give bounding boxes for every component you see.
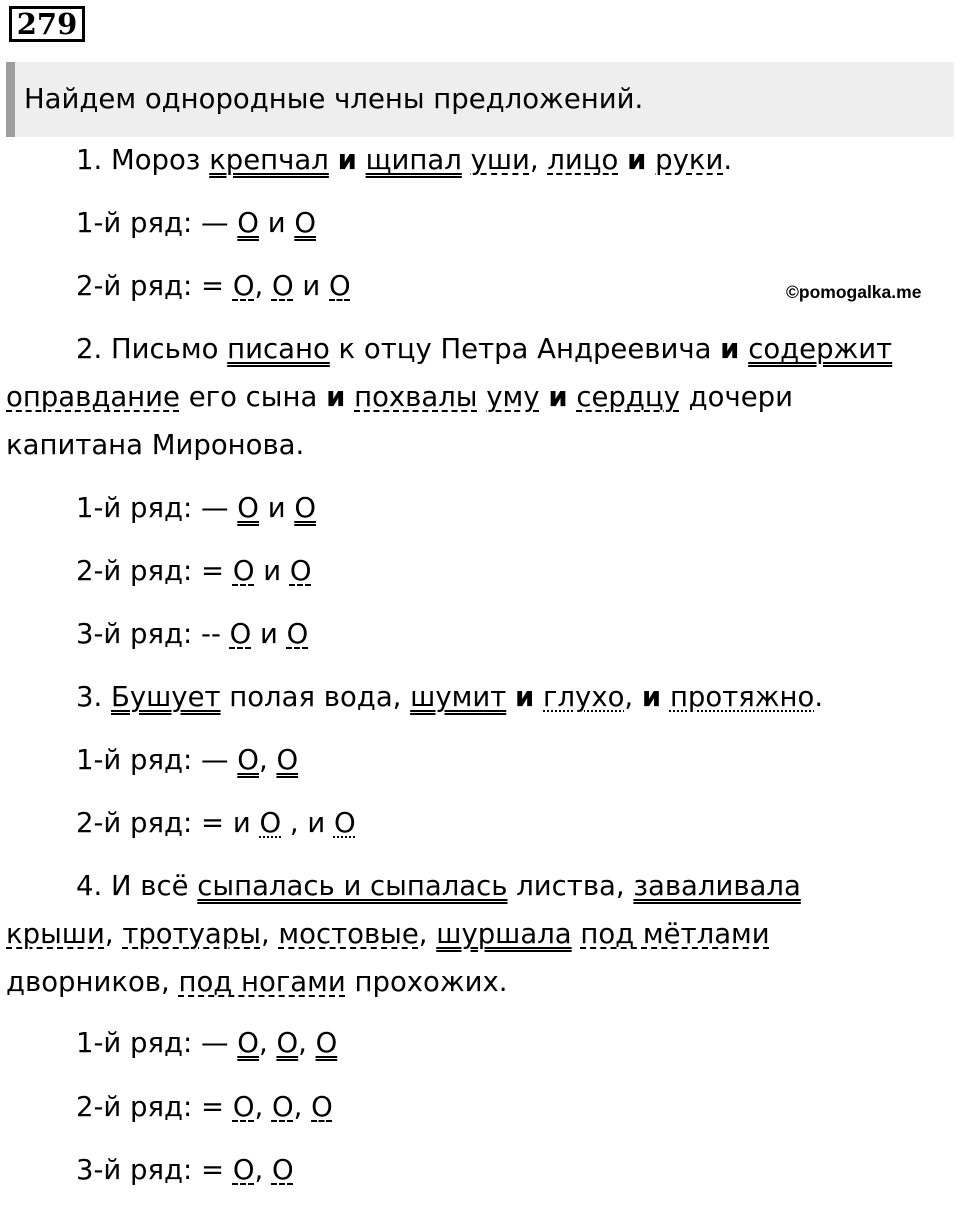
marked-word: О bbox=[333, 807, 356, 839]
marked-word: О bbox=[294, 492, 316, 524]
text-fragment: и bbox=[258, 492, 295, 524]
text-fragment: , bbox=[418, 918, 437, 950]
text-line bbox=[6, 428, 304, 462]
text-fragment: , bbox=[258, 1027, 277, 1059]
text-fragment: 3-й ряд: = bbox=[76, 1154, 233, 1186]
text-fragment: листва, bbox=[507, 870, 634, 902]
section-header bbox=[6, 62, 954, 137]
text-fragment: , bbox=[624, 681, 642, 713]
marked-word: О bbox=[276, 744, 299, 776]
text-fragment bbox=[462, 144, 471, 176]
text-fragment: 2-й ряд: = bbox=[76, 1091, 233, 1123]
text-fragment: , bbox=[293, 1091, 312, 1123]
text-fragment: дочери bbox=[679, 381, 793, 413]
text-fragment: . bbox=[814, 681, 824, 713]
marked-word: и bbox=[337, 144, 357, 176]
marked-word: О bbox=[276, 1027, 299, 1059]
marked-word: сердцу bbox=[576, 381, 680, 413]
text-line bbox=[6, 965, 508, 999]
marked-word: О bbox=[289, 555, 312, 587]
marked-word: О bbox=[232, 555, 255, 587]
text-fragment bbox=[618, 144, 627, 176]
marked-word: крепчал bbox=[209, 144, 329, 176]
marked-word: О bbox=[271, 1091, 294, 1123]
text-fragment: 2-й ряд: = и bbox=[76, 807, 260, 839]
marked-word: шумит bbox=[410, 681, 507, 713]
marked-word: и bbox=[720, 333, 740, 365]
text-line bbox=[76, 1090, 333, 1124]
text-fragment bbox=[357, 144, 366, 176]
text-line bbox=[76, 332, 892, 366]
marked-word: О bbox=[232, 1154, 255, 1186]
text-fragment: к отцу Петра Андреевича bbox=[329, 333, 721, 365]
header-text: Найдем однородные члены предложений. bbox=[24, 83, 644, 115]
text-fragment: 1-й ряд: — bbox=[76, 207, 238, 239]
marked-word: О bbox=[237, 492, 259, 524]
text-fragment: 1. Мороз bbox=[76, 144, 210, 176]
marked-word: О bbox=[271, 270, 294, 302]
marked-word: лицо bbox=[547, 144, 619, 176]
text-line bbox=[76, 491, 316, 525]
text-fragment: полая вода, bbox=[220, 681, 411, 713]
marked-word: О bbox=[286, 618, 309, 650]
text-fragment: 2-й ряд: = bbox=[76, 270, 233, 302]
text-fragment bbox=[534, 681, 543, 713]
marked-word: глухо bbox=[543, 681, 625, 713]
marked-word: щипал bbox=[365, 144, 462, 176]
text-line bbox=[76, 680, 823, 714]
text-fragment: дворников, bbox=[6, 966, 179, 998]
marked-word: похвалы bbox=[354, 381, 478, 413]
marked-word: заваливала bbox=[633, 870, 801, 902]
watermark: ©pomogalka.me bbox=[786, 282, 922, 302]
text-fragment: и bbox=[293, 270, 329, 302]
text-fragment: , bbox=[254, 1154, 272, 1186]
text-line bbox=[76, 554, 312, 588]
marked-word: сыпалась и сыпалась bbox=[197, 870, 508, 902]
text-line bbox=[6, 917, 770, 951]
text-line bbox=[76, 806, 356, 840]
text-fragment: , bbox=[254, 1091, 272, 1123]
text-fragment: и bbox=[251, 618, 287, 650]
text-fragment: 4. И всё bbox=[76, 870, 198, 902]
text-fragment: , bbox=[104, 918, 123, 950]
marked-word: О bbox=[232, 270, 255, 302]
marked-word: О bbox=[237, 1027, 259, 1059]
text-fragment bbox=[478, 381, 487, 413]
text-fragment: 1-й ряд: — bbox=[76, 744, 238, 776]
text-line bbox=[76, 743, 298, 777]
text-fragment: , bbox=[254, 270, 272, 302]
marked-word: крыши bbox=[6, 918, 105, 950]
marked-word: и bbox=[641, 681, 662, 713]
marked-word: протяжно bbox=[669, 681, 815, 713]
text-fragment: 1-й ряд: — bbox=[76, 492, 238, 524]
marked-word: О bbox=[294, 207, 316, 239]
text-fragment bbox=[329, 144, 338, 176]
marked-word: содержит bbox=[748, 333, 893, 365]
marked-word: руки bbox=[655, 144, 724, 176]
text-fragment: капитана Миронова. bbox=[6, 429, 305, 461]
marked-word: О bbox=[315, 1027, 338, 1059]
text-fragment: , bbox=[258, 744, 277, 776]
text-fragment: 1-й ряд: — bbox=[76, 1027, 238, 1059]
marked-word: О bbox=[237, 207, 259, 239]
text-fragment bbox=[739, 333, 748, 365]
marked-word: О bbox=[271, 1154, 294, 1186]
text-line bbox=[76, 206, 316, 240]
text-line bbox=[76, 269, 351, 303]
text-fragment: и bbox=[258, 207, 295, 239]
text-fragment: 3. bbox=[76, 681, 111, 713]
text-fragment bbox=[661, 681, 670, 713]
text-line bbox=[6, 380, 793, 414]
text-fragment: , bbox=[529, 144, 548, 176]
text-fragment bbox=[646, 144, 655, 176]
text-fragment: его сына bbox=[179, 381, 327, 413]
text-fragment: прохожих. bbox=[345, 966, 508, 998]
text-fragment: и bbox=[254, 555, 290, 587]
text-fragment: , bbox=[260, 918, 279, 950]
marked-word: и bbox=[326, 381, 346, 413]
marked-word: Бушует bbox=[110, 681, 221, 713]
marked-word: и bbox=[627, 144, 647, 176]
text-fragment bbox=[345, 381, 354, 413]
text-fragment: 2. Письмо bbox=[76, 333, 228, 365]
text-line bbox=[76, 1026, 337, 1060]
marked-word: под ногами bbox=[178, 966, 346, 998]
marked-word: оправдание bbox=[6, 381, 180, 413]
marked-word: О bbox=[237, 744, 259, 776]
marked-word: и bbox=[548, 381, 568, 413]
text-line bbox=[76, 869, 801, 903]
marked-word: и bbox=[514, 681, 535, 713]
marked-word: О bbox=[329, 270, 351, 302]
text-fragment: . bbox=[723, 144, 733, 176]
marked-word: О bbox=[311, 1091, 333, 1123]
text-fragment: , bbox=[298, 1027, 316, 1059]
marked-word: О bbox=[232, 1091, 255, 1123]
text-line bbox=[76, 1153, 294, 1187]
marked-word: уши bbox=[470, 144, 530, 176]
marked-word: О bbox=[229, 618, 252, 650]
text-fragment bbox=[506, 681, 515, 713]
marked-word: под мётлами bbox=[580, 918, 770, 950]
marked-word: О bbox=[259, 807, 282, 839]
text-fragment: 2-й ряд: = bbox=[76, 555, 233, 587]
task-number: 279 bbox=[9, 6, 85, 42]
marked-word: писано bbox=[227, 333, 330, 365]
text-fragment: 3-й ряд: -- bbox=[76, 618, 230, 650]
text-line bbox=[76, 143, 732, 177]
marked-word: шуршала bbox=[436, 918, 572, 950]
marked-word: мостовые bbox=[278, 918, 419, 950]
marked-word: тротуары bbox=[122, 918, 261, 950]
text-fragment: , и bbox=[281, 807, 334, 839]
text-line bbox=[76, 617, 308, 651]
marked-word: уму bbox=[486, 381, 540, 413]
